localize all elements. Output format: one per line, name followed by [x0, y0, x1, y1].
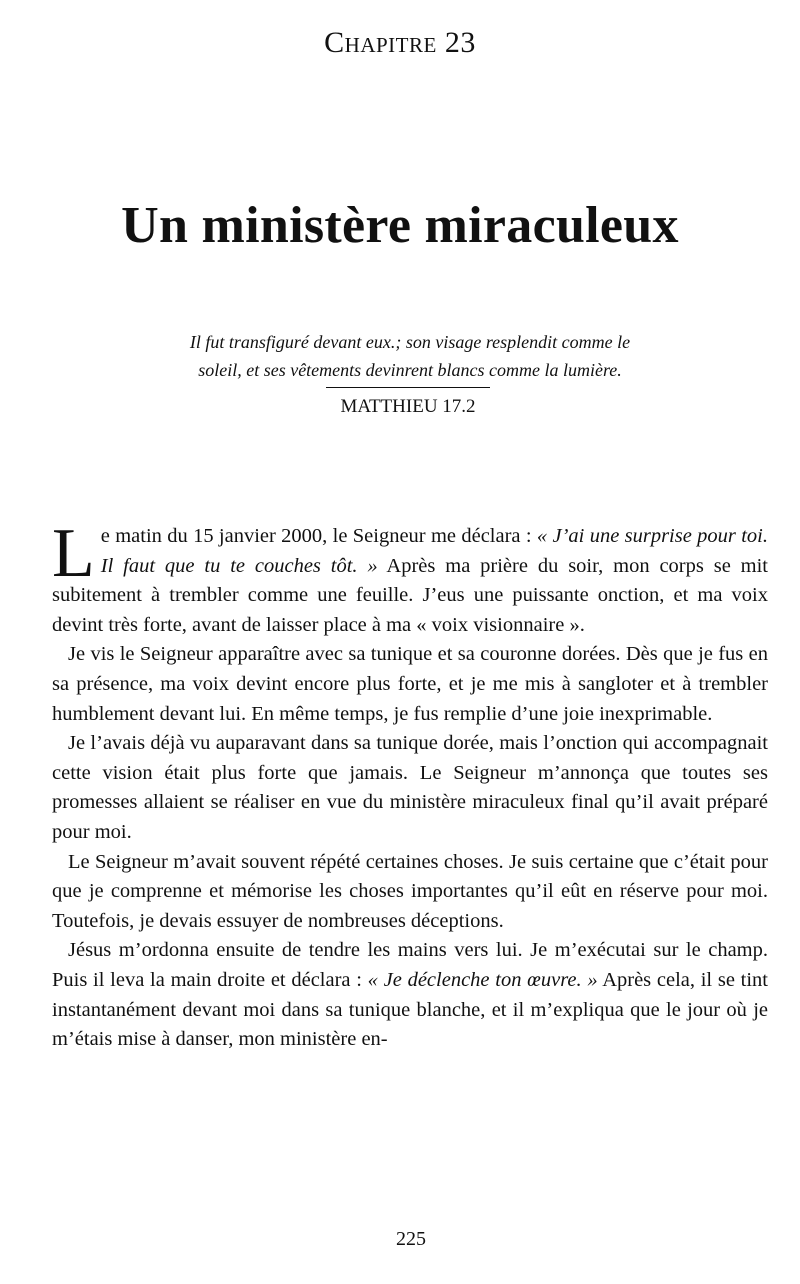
chapter-title: Un ministère miraculeux	[121, 197, 679, 254]
paragraph	[52, 936, 768, 1054]
body-text	[52, 515, 769, 1055]
chapter-label: Chapitre 23	[324, 26, 476, 59]
page-number: 225	[396, 1228, 426, 1250]
epigraph-divider	[326, 387, 490, 388]
epigraph-line: Il fut transfiguré devant eux.; son visage resplendit comme le	[189, 332, 631, 352]
paragraph: Je l’avais déjà vu auparavant dans sa tunique dorée, mais l’onction qui accompagnait cette vision était plus forte que jamais. Le Seigneur m’annonça que toutes ses promesses allaient se réaliser en vue du ministère miraculeux final qu’il avait préparé pour moi.	[52, 732, 768, 843]
quoted-speech: « Je déclenche ton œuvre. »	[367, 968, 598, 991]
epigraph-reference: MATTHIEU 17.2	[340, 396, 476, 417]
drop-cap: L	[52, 515, 95, 592]
paragraph: Le Seigneur m’avait souvent répété certaines choses. Je suis certaine que c’était pour que je comprenne et mémorise les choses importantes qu’il eût en réserve pour moi. Toutefois, je devais essuyer de nombreuses déceptions.	[52, 850, 768, 932]
paragraph-text: Après cela, il se tint instantanément devant moi dans sa tunique blanche, et il m’expliqua que le jour où je m’étais mise à danser, mon ministère en-	[52, 968, 768, 1051]
paragraph-text: Après ma prière du soir, mon corps se mit subitement à trembler comme une feuille. J’eus une puissante onction, et ma voix devint très forte, avant de laisser place à ma « voix visionnaire ».	[52, 554, 769, 636]
epigraph-line: soleil, et ses vêtements devinrent blancs comme la lumière.	[198, 360, 622, 380]
quoted-speech: « J’ai une surprise pour toi. Il faut que tu te couches tôt. »	[100, 525, 768, 577]
paragraph: Je vis le Seigneur apparaître avec sa tunique et sa couronne dorées. Dès que je fus en sa présence, ma voix devint encore plus forte, et je me mis à sangloter et à trembler humblement devant lui. En même temps, je fus remplie d’une joie inexprimable.	[52, 643, 768, 725]
paragraph-text: Jésus m’ordonna ensuite de tendre les mains vers lui. Je m’exécutai sur le champ. Puis il leva la main droite et déclara :	[52, 939, 768, 991]
paragraph	[52, 515, 769, 640]
epigraph	[100, 328, 720, 384]
paragraph-text: e matin du 15 janvier 2000, le Seigneur me déclara :	[100, 525, 537, 547]
